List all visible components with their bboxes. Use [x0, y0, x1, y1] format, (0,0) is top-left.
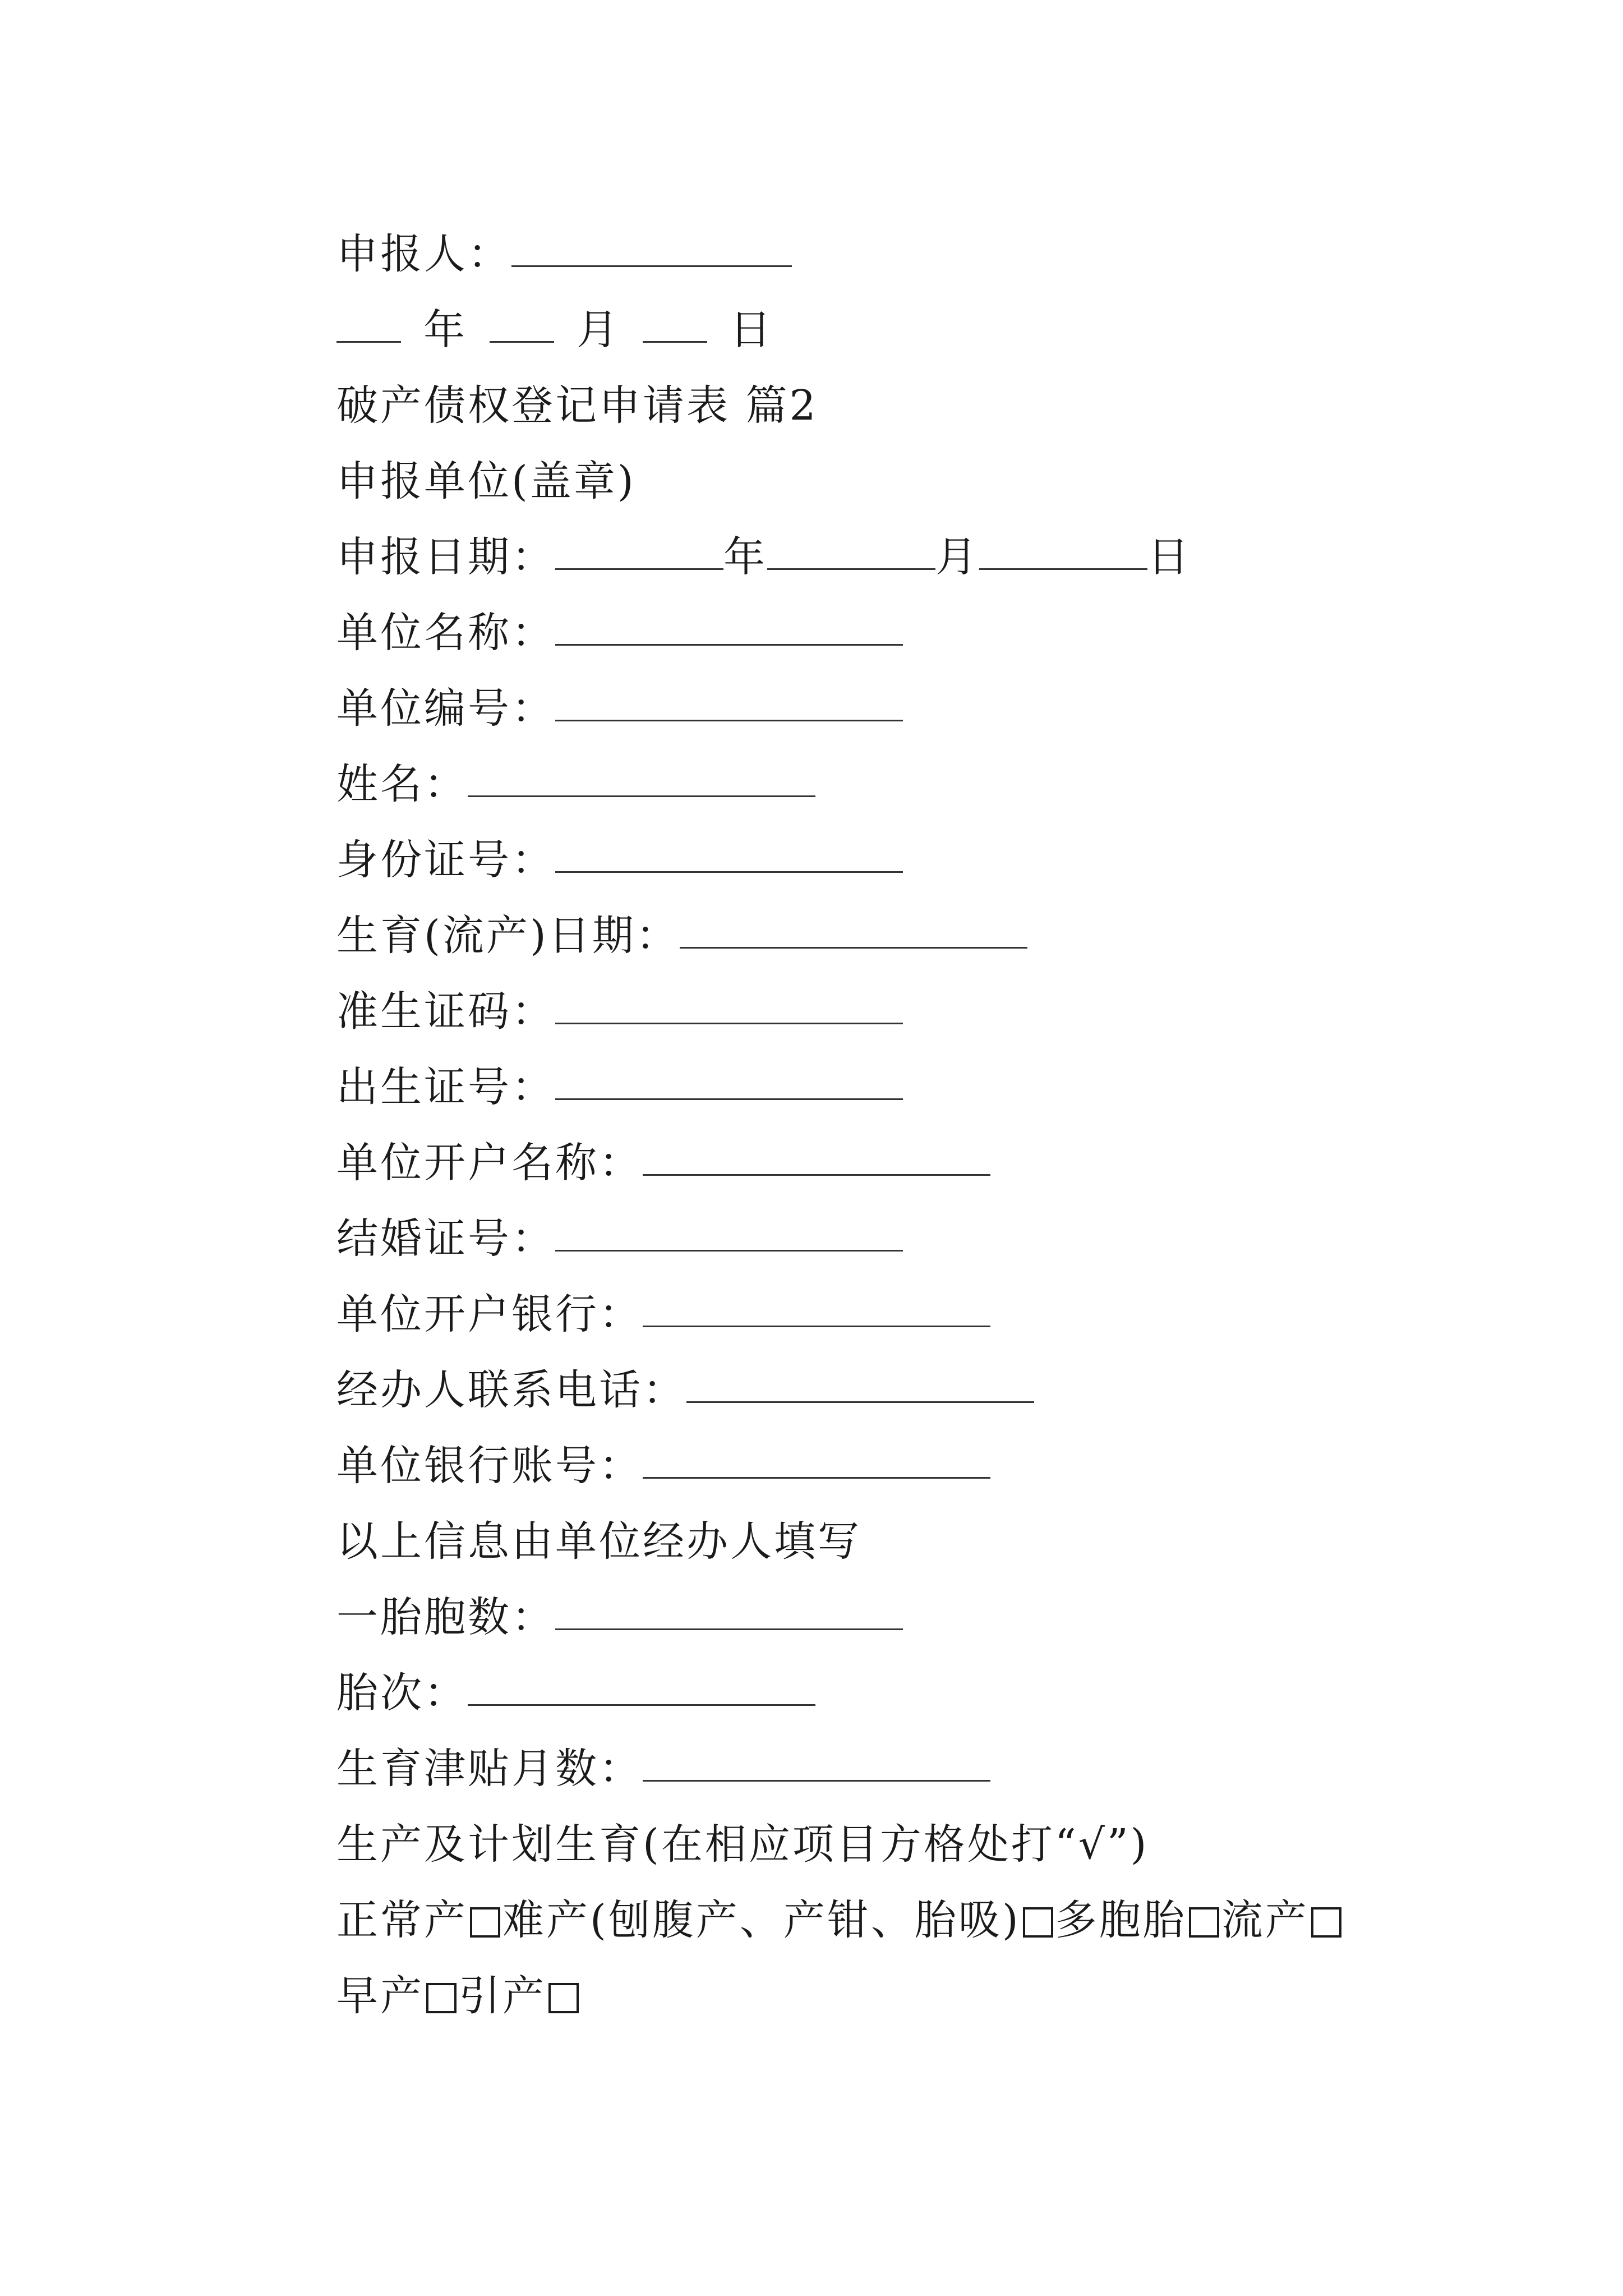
report-year-field[interactable]	[555, 568, 723, 570]
report-date-label: 申报日期：	[336, 533, 555, 581]
name-row	[336, 743, 815, 808]
year-field[interactable]	[336, 341, 401, 343]
marriage-cert-field[interactable]	[555, 1250, 903, 1251]
name-field[interactable]	[468, 795, 815, 797]
declarant-row	[336, 213, 792, 278]
declarant-field[interactable]	[511, 265, 792, 267]
option-multiple-label: 多胞胎	[1055, 1896, 1187, 1944]
unit-name-row	[336, 592, 903, 657]
bank-account-row	[336, 1425, 990, 1490]
option-normal-label: 正常产	[336, 1896, 468, 1944]
unit-number-row	[336, 668, 903, 733]
fetus-count-row	[336, 1576, 903, 1641]
id-number-row	[336, 819, 903, 884]
option-induced-label: 引产	[459, 1972, 546, 2020]
fetus-count-field[interactable]	[555, 1628, 903, 1630]
bank-row	[336, 1273, 990, 1338]
bank-field[interactable]	[643, 1326, 990, 1327]
bank-account-field[interactable]	[643, 1477, 990, 1479]
birth-cert-field[interactable]	[555, 1098, 903, 1100]
note-row	[336, 1501, 861, 1566]
option-difficult-checkbox[interactable]	[1023, 1907, 1053, 1938]
day-label: 日	[730, 306, 773, 354]
unit-number-field[interactable]	[555, 720, 903, 721]
allowance-months-label: 生育津贴月数：	[336, 1745, 643, 1793]
option-multiple-checkbox[interactable]	[1189, 1907, 1219, 1938]
unit-number-label: 单位编号：	[336, 684, 555, 733]
birth-order-row	[336, 1652, 815, 1717]
report-month-label: 月	[935, 533, 979, 581]
option-difficult-label: 难产(刨腹产、产钳、胎吸)	[502, 1896, 1021, 1944]
phone-row	[336, 1349, 1034, 1414]
account-name-label: 单位开户名称：	[336, 1139, 643, 1187]
section-title-row	[336, 1803, 1149, 1869]
birth-permit-label: 准生证码：	[336, 987, 555, 1036]
declarant-label: 申报人：	[336, 230, 511, 278]
options-row-1	[336, 1879, 1344, 1944]
section-title	[336, 365, 818, 430]
birth-cert-label: 出生证号：	[336, 1063, 555, 1111]
report-day-label: 日	[1147, 533, 1191, 581]
allowance-months-row	[336, 1728, 990, 1793]
month-label: 月	[577, 306, 620, 354]
birth-date-row	[336, 895, 1027, 960]
birth-order-field[interactable]	[468, 1704, 815, 1706]
name-label: 姓名：	[336, 760, 468, 808]
birth-date-label: 生育(流产)日期：	[336, 912, 680, 960]
id-number-field[interactable]	[555, 871, 903, 873]
option-premature-label: 早产	[336, 1972, 424, 2020]
marriage-cert-label: 结婚证号：	[336, 1214, 555, 1263]
phone-field[interactable]	[686, 1401, 1034, 1403]
birth-cert-row	[336, 1046, 903, 1111]
month-field[interactable]	[490, 341, 554, 343]
option-induced-checkbox[interactable]	[548, 1983, 579, 2013]
year-label: 年	[423, 306, 467, 354]
account-name-row	[336, 1122, 990, 1187]
option-normal-checkbox[interactable]	[470, 1907, 500, 1938]
birth-permit-field[interactable]	[555, 1023, 903, 1024]
report-month-field[interactable]	[767, 568, 935, 570]
bank-label: 单位开户银行：	[336, 1290, 643, 1338]
unit-seal-label: 申报单位(盖章)	[336, 457, 636, 505]
unit-seal-row	[336, 440, 636, 505]
date-row	[336, 289, 773, 354]
marriage-cert-row	[336, 1198, 903, 1263]
report-day-field[interactable]	[979, 568, 1147, 570]
phone-label: 经办人联系电话：	[336, 1366, 686, 1414]
title-text: 破产债权登记申请表 篇2	[336, 381, 818, 430]
bank-account-label: 单位银行账号：	[336, 1442, 643, 1490]
option-miscarriage-label: 流产	[1221, 1896, 1309, 1944]
day-field[interactable]	[643, 341, 707, 343]
section-title-text: 生产及计划生育(在相应项目方格处打“√”)	[336, 1820, 1149, 1869]
account-name-field[interactable]	[643, 1174, 990, 1176]
option-premature-checkbox[interactable]	[426, 1983, 457, 2013]
unit-name-label: 单位名称：	[336, 609, 555, 657]
birth-date-field[interactable]	[680, 947, 1027, 949]
allowance-months-field[interactable]	[643, 1780, 990, 1782]
option-miscarriage-checkbox[interactable]	[1311, 1907, 1341, 1938]
report-date-row	[336, 516, 1191, 581]
note-text: 以上信息由单位经办人填写	[336, 1517, 861, 1566]
birth-order-label: 胎次：	[336, 1669, 468, 1717]
id-number-label: 身份证号：	[336, 836, 555, 884]
report-year-label: 年	[723, 533, 767, 581]
birth-permit-row	[336, 970, 903, 1036]
options-row-2	[336, 1955, 581, 2020]
fetus-count-label: 一胎胞数：	[336, 1593, 555, 1641]
unit-name-field[interactable]	[555, 644, 903, 646]
